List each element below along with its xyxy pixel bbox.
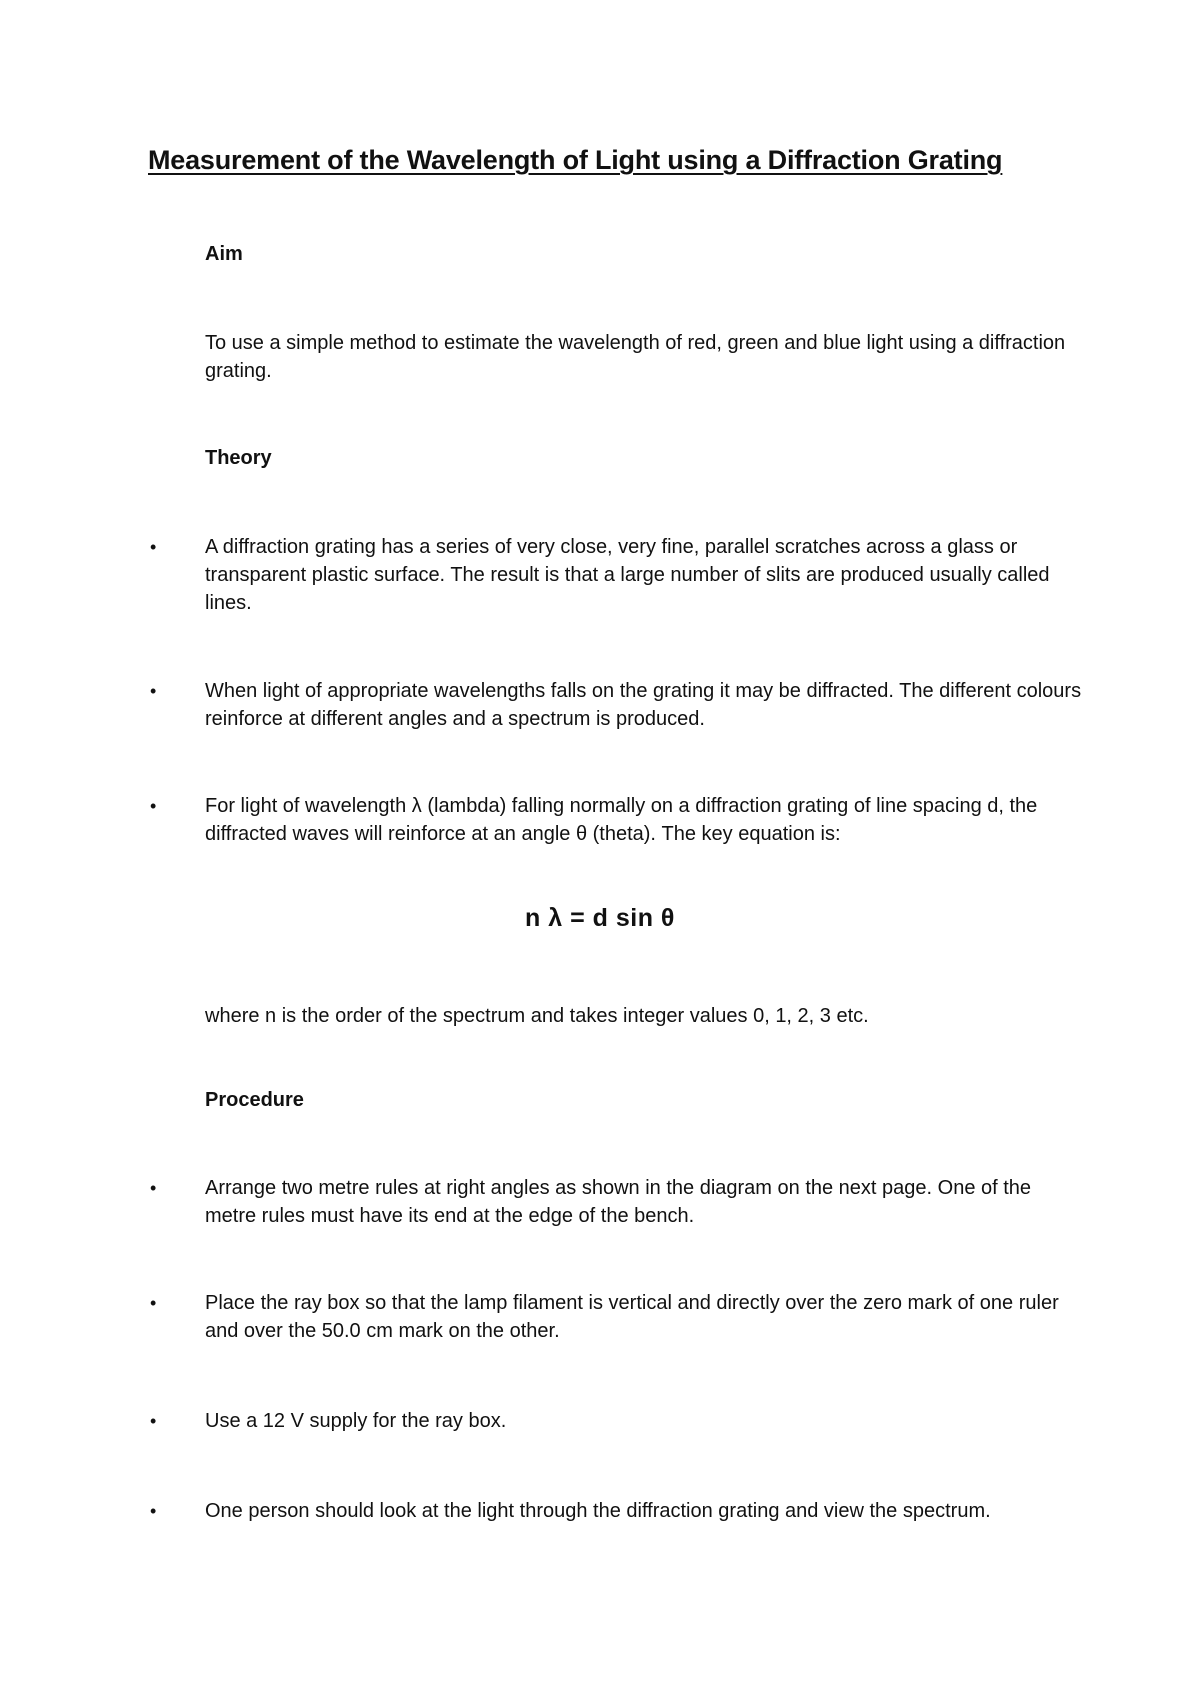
theory-bullet-2-text: When light of appropriate wavelengths falls on the grating it may be diffracted. The different colours reinforce at different angles and a spectrum is produced. xyxy=(205,680,1082,730)
bullet-icon: • xyxy=(150,681,157,701)
aim-heading: Aim xyxy=(205,243,243,265)
procedure-bullet-2-text: Place the ray box so that the lamp filament is vertical and directly over the zero mark of one ruler and over the 50.0 cm mark on the other. xyxy=(205,1292,1059,1342)
bullet-icon: • xyxy=(150,1293,157,1313)
procedure-bullet-4-text: One person should look at the light through the diffraction grating and view the spectrum. xyxy=(205,1500,991,1522)
bullet-icon: • xyxy=(150,796,157,816)
procedure-bullet-3-text: Use a 12 V supply for the ray box. xyxy=(205,1410,507,1432)
theory-bullet-1-text: A diffraction grating has a series of very close, very fine, parallel scratches across a glass or transparent plastic surface. The result is that a large number of slits are produced usually called lines. xyxy=(205,536,1050,614)
bullet-icon: • xyxy=(150,1411,157,1431)
document-title: Measurement of the Wavelength of Light using a Diffraction Grating xyxy=(148,145,1003,175)
theory-bullet-3-text: For light of wavelength λ (lambda) falling normally on a diffraction grating of line spacing d, the diffracted waves will reinforce at an angle θ (theta). The key equation is: xyxy=(205,795,1038,845)
procedure-heading: Procedure xyxy=(205,1089,304,1111)
bullet-icon: • xyxy=(150,1501,157,1521)
bullet-icon: • xyxy=(150,537,157,557)
bullet-icon: • xyxy=(150,1178,157,1198)
procedure-bullet-1-text: Arrange two metre rules at right angles as shown in the diagram on the next page. One of the metre rules must have its end at the edge of the bench. xyxy=(205,1177,1032,1227)
aim-text: To use a simple method to estimate the wavelength of red, green and blue light using a diffraction grating. xyxy=(205,332,1066,382)
diffraction-equation: n λ = d sin θ xyxy=(525,904,675,932)
theory-heading: Theory xyxy=(205,447,272,469)
order-note: where n is the order of the spectrum and takes integer values 0, 1, 2, 3 etc. xyxy=(205,1005,869,1027)
